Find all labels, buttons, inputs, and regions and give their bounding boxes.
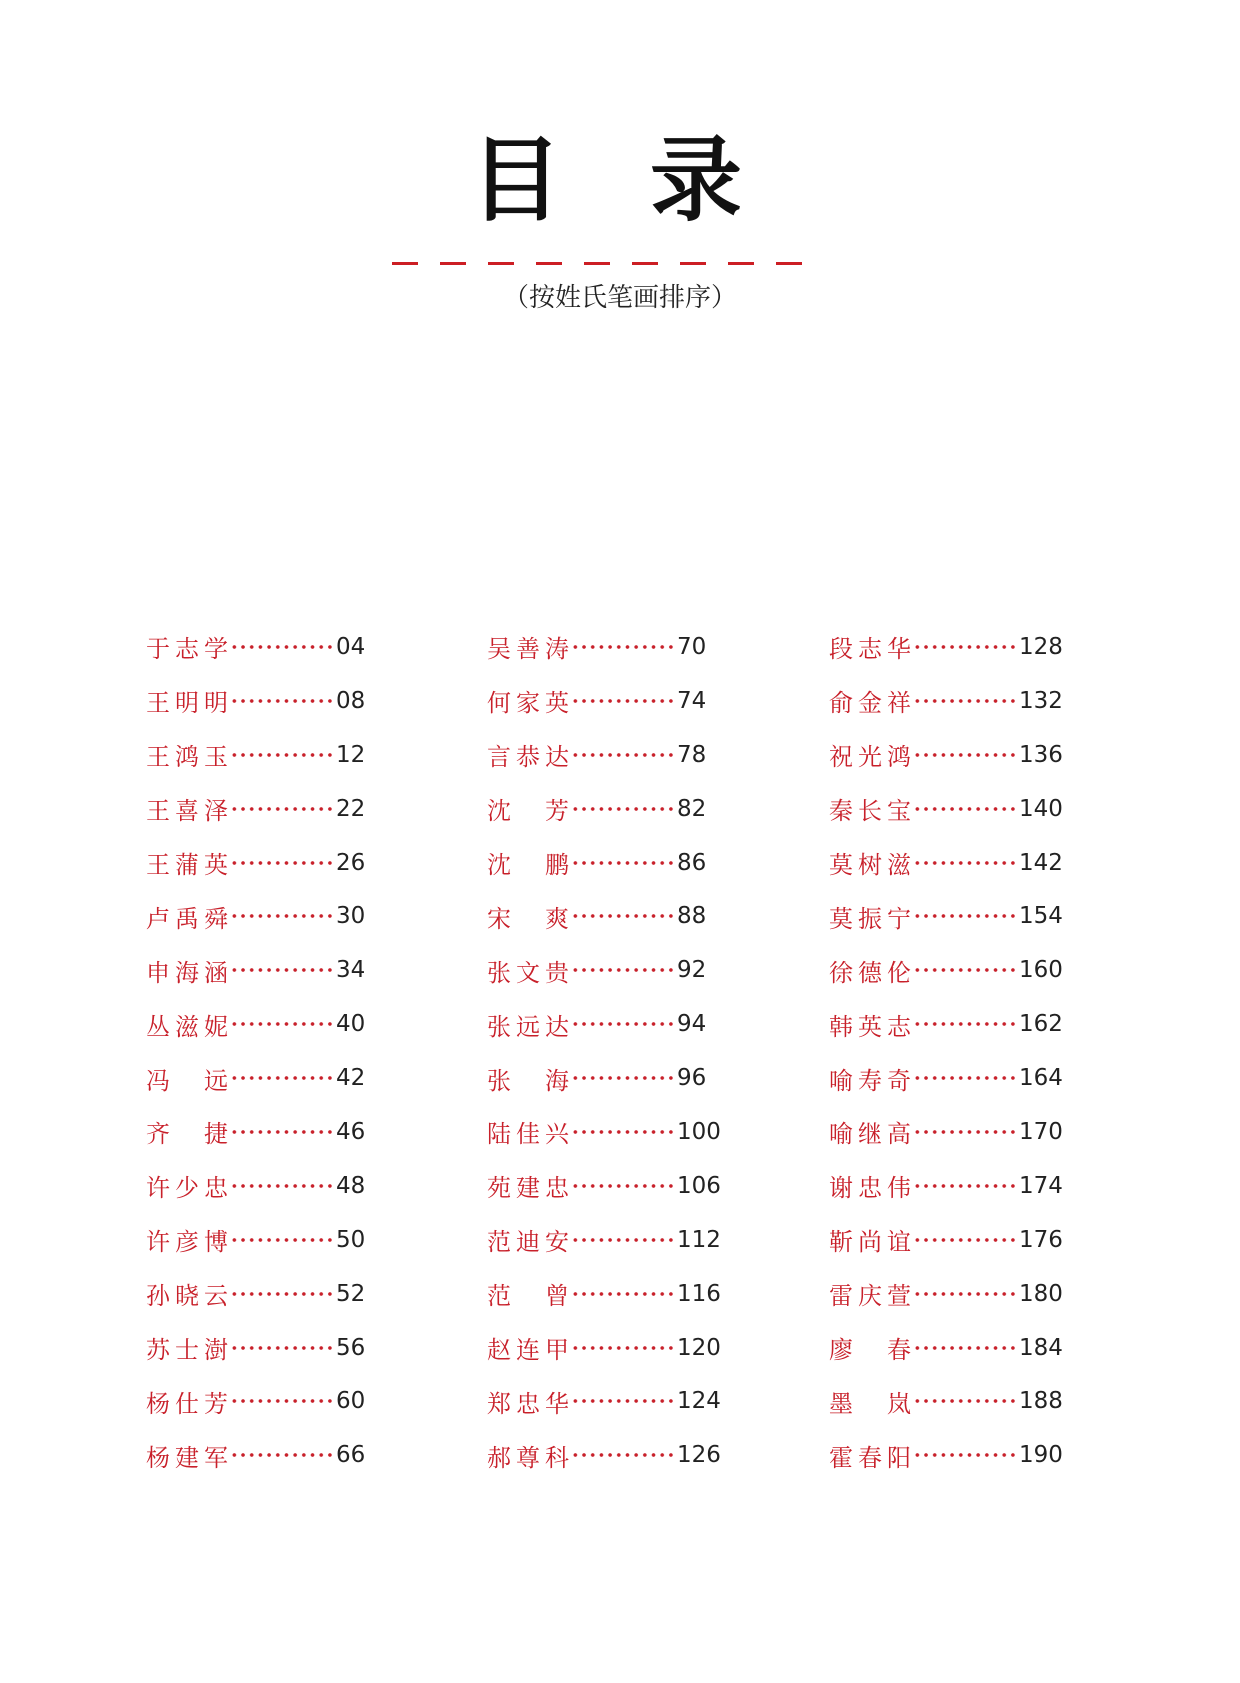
dotted-leader — [230, 1346, 334, 1350]
toc-entry-name: 许彦博 — [146, 1228, 228, 1257]
toc-entry-page-number: 170 — [1019, 1118, 1063, 1145]
toc-entry-name: 苑建忠 — [487, 1174, 569, 1203]
toc-entry-page-number: 30 — [336, 903, 366, 930]
toc-column-2 — [487, 620, 721, 1482]
toc-entry[interactable] — [829, 889, 1063, 943]
dotted-leader — [230, 914, 334, 918]
toc-entry[interactable] — [829, 836, 1063, 890]
toc-entry-page-number: 100 — [677, 1118, 721, 1145]
toc-entry[interactable] — [829, 1159, 1063, 1213]
toc-entry[interactable] — [487, 1267, 721, 1321]
toc-entry[interactable] — [146, 943, 365, 997]
title-dashed-rule — [392, 262, 824, 265]
toc-entry-page-number: 92 — [677, 957, 707, 984]
toc-entry-page-number: 88 — [677, 903, 707, 930]
toc-entry-page-number: 184 — [1019, 1334, 1063, 1361]
toc-entry[interactable] — [146, 889, 365, 943]
toc-entry[interactable] — [829, 1051, 1063, 1105]
dotted-leader — [571, 1022, 675, 1026]
dotted-leader — [913, 645, 1017, 649]
toc-entry-page-number: 60 — [336, 1388, 366, 1415]
toc-entry[interactable] — [487, 943, 721, 997]
toc-entry-name: 靳尚谊 — [829, 1228, 911, 1257]
toc-entry-page-number: 12 — [336, 741, 366, 768]
toc-entry-name: 丛滋妮 — [146, 1012, 228, 1041]
toc-entry-name: 莫振宁 — [829, 904, 911, 933]
dotted-leader — [571, 1130, 675, 1134]
dotted-leader — [913, 1076, 1017, 1080]
toc-entry-name: 墨 岚 — [829, 1389, 911, 1418]
toc-entry-name: 孙晓云 — [146, 1282, 228, 1311]
dotted-leader — [230, 645, 334, 649]
toc-entry[interactable] — [829, 1213, 1063, 1267]
dotted-leader — [913, 1453, 1017, 1457]
dotted-leader — [571, 914, 675, 918]
toc-entry-name: 杨建军 — [146, 1443, 228, 1472]
toc-entry[interactable] — [146, 1213, 365, 1267]
dotted-leader — [571, 1453, 675, 1457]
toc-entry-name: 言恭达 — [487, 743, 569, 772]
toc-entry-name: 王鸿玉 — [146, 743, 228, 772]
toc-entry[interactable] — [487, 1213, 721, 1267]
toc-entry-name: 范迪安 — [487, 1228, 569, 1257]
toc-entry[interactable] — [146, 997, 365, 1051]
toc-entry-page-number: 128 — [1019, 633, 1063, 660]
toc-entry-name: 张文贵 — [487, 958, 569, 987]
dotted-leader — [571, 1076, 675, 1080]
toc-entry-name: 宋 爽 — [487, 904, 569, 933]
dotted-leader — [913, 1130, 1017, 1134]
toc-entry-page-number: 08 — [336, 687, 366, 714]
toc-entry[interactable] — [487, 997, 721, 1051]
dotted-leader — [571, 1346, 675, 1350]
toc-entry[interactable] — [146, 728, 365, 782]
dotted-leader — [230, 1130, 334, 1134]
dotted-leader — [913, 1399, 1017, 1403]
toc-entry-name: 郝尊科 — [487, 1443, 569, 1472]
toc-entry[interactable] — [146, 674, 365, 728]
dotted-leader — [913, 914, 1017, 918]
dotted-leader — [913, 861, 1017, 865]
toc-entry-name: 祝光鸿 — [829, 743, 911, 772]
toc-entry[interactable] — [487, 889, 721, 943]
toc-column-1 — [146, 620, 365, 1482]
toc-entry-page-number: 160 — [1019, 957, 1063, 984]
toc-entry-name: 雷庆萱 — [829, 1282, 911, 1311]
dotted-leader — [571, 861, 675, 865]
toc-entry[interactable] — [829, 674, 1063, 728]
toc-entry-name: 喻继高 — [829, 1120, 911, 1149]
toc-entry-page-number: 86 — [677, 849, 707, 876]
toc-entry-name: 何家英 — [487, 689, 569, 718]
toc-entry-page-number: 26 — [336, 849, 366, 876]
toc-entry-page-number: 04 — [336, 633, 366, 660]
dotted-leader — [230, 1076, 334, 1080]
dotted-leader — [571, 1184, 675, 1188]
toc-entry[interactable] — [487, 1051, 721, 1105]
toc-entry-name: 许少忠 — [146, 1174, 228, 1203]
toc-entry-page-number: 116 — [677, 1280, 721, 1307]
toc-entry[interactable] — [487, 782, 721, 836]
dotted-leader — [230, 1238, 334, 1242]
toc-entry-page-number: 66 — [336, 1442, 366, 1469]
toc-entry-name: 喻寿奇 — [829, 1066, 911, 1095]
toc-entry[interactable] — [487, 836, 721, 890]
dotted-leader — [571, 1399, 675, 1403]
toc-entry-page-number: 82 — [677, 795, 707, 822]
dotted-leader — [230, 753, 334, 757]
toc-entry-name: 杨仕芳 — [146, 1389, 228, 1418]
toc-entry[interactable] — [146, 620, 365, 674]
toc-entry-page-number: 46 — [336, 1118, 366, 1145]
toc-entry-name: 范 曾 — [487, 1282, 569, 1311]
toc-entry-name: 张远达 — [487, 1012, 569, 1041]
toc-entry-page-number: 112 — [677, 1226, 721, 1253]
toc-entry[interactable] — [146, 836, 365, 890]
toc-entry[interactable] — [829, 1105, 1063, 1159]
toc-entry[interactable] — [146, 782, 365, 836]
toc-entry-page-number: 52 — [336, 1280, 366, 1307]
toc-entry-name: 王明明 — [146, 689, 228, 718]
toc-entry-page-number: 94 — [677, 1011, 707, 1038]
dotted-leader — [571, 645, 675, 649]
toc-entry-page-number: 22 — [336, 795, 366, 822]
toc-entry-name: 齐 捷 — [146, 1120, 228, 1149]
toc-entry-page-number: 56 — [336, 1334, 366, 1361]
dotted-leader — [571, 1292, 675, 1296]
toc-entry-name: 沈 芳 — [487, 797, 569, 826]
toc-entry-page-number: 180 — [1019, 1280, 1063, 1307]
dotted-leader — [913, 753, 1017, 757]
toc-column-3 — [829, 620, 1063, 1482]
toc-entry-page-number: 124 — [677, 1388, 721, 1415]
toc-entry[interactable] — [829, 1267, 1063, 1321]
toc-entry-name: 霍春阳 — [829, 1443, 911, 1472]
toc-entry[interactable] — [487, 1159, 721, 1213]
toc-entry-name: 赵连甲 — [487, 1336, 569, 1365]
toc-entry[interactable] — [487, 1105, 721, 1159]
toc-entry-page-number: 78 — [677, 741, 707, 768]
page-subtitle: （按姓氏笔画排序） — [502, 283, 737, 313]
dotted-leader — [230, 1453, 334, 1457]
dotted-leader — [230, 1184, 334, 1188]
toc-entry-page-number: 190 — [1019, 1442, 1063, 1469]
toc-entry-name: 张 海 — [487, 1066, 569, 1095]
toc-entry-name: 谢忠伟 — [829, 1174, 911, 1203]
toc-entry-name: 吴善涛 — [487, 635, 569, 664]
toc-entry[interactable] — [829, 1428, 1063, 1482]
dotted-leader — [913, 1238, 1017, 1242]
toc-entry-name: 莫树滋 — [829, 851, 911, 879]
toc-entry-name: 廖 春 — [829, 1336, 911, 1365]
toc-entry-name: 秦长宝 — [829, 797, 911, 826]
toc-entry-name: 于志学 — [146, 635, 228, 664]
dotted-leader — [571, 1238, 675, 1242]
dotted-leader — [571, 699, 675, 703]
toc-entry-name: 韩英志 — [829, 1012, 911, 1041]
toc-entry-name: 苏士澍 — [146, 1336, 228, 1365]
toc-entry[interactable] — [487, 1374, 721, 1428]
toc-entry-page-number: 96 — [677, 1065, 707, 1092]
dotted-leader — [571, 968, 675, 972]
toc-entry-page-number: 174 — [1019, 1172, 1063, 1199]
toc-entry-name: 卢禹舜 — [146, 904, 228, 933]
dotted-leader — [230, 699, 334, 703]
toc-entry[interactable] — [487, 728, 721, 782]
toc-entry-page-number: 164 — [1019, 1065, 1063, 1092]
toc-entry-page-number: 40 — [336, 1011, 366, 1038]
dotted-leader — [913, 807, 1017, 811]
toc-entry-page-number: 132 — [1019, 687, 1063, 714]
toc-entry-page-number: 106 — [677, 1172, 721, 1199]
toc-entry-page-number: 176 — [1019, 1226, 1063, 1253]
toc-entry[interactable] — [829, 782, 1063, 836]
dotted-leader — [230, 1399, 334, 1403]
toc-entry[interactable] — [829, 1321, 1063, 1375]
toc-entry[interactable] — [829, 620, 1063, 674]
toc-entry[interactable] — [829, 728, 1063, 782]
toc-entry[interactable] — [146, 1267, 365, 1321]
toc-entry[interactable] — [146, 1374, 365, 1428]
dotted-leader — [913, 968, 1017, 972]
dotted-leader — [230, 1292, 334, 1296]
dotted-leader — [571, 807, 675, 811]
toc-entry-page-number: 70 — [677, 633, 707, 660]
toc-entry-name: 申海涵 — [146, 958, 228, 987]
toc-entry-name: 王蒲英 — [146, 851, 228, 879]
dotted-leader — [230, 861, 334, 865]
toc-entry-page-number: 34 — [336, 957, 366, 984]
toc-entry-page-number: 154 — [1019, 903, 1063, 930]
toc-entry-name: 俞金祥 — [829, 689, 911, 718]
toc-entry[interactable] — [829, 997, 1063, 1051]
toc-entry[interactable] — [487, 1428, 721, 1482]
toc-entry-name: 王喜泽 — [146, 797, 228, 826]
toc-entry[interactable] — [487, 674, 721, 728]
toc-entry-page-number: 48 — [336, 1172, 366, 1199]
dotted-leader — [230, 1022, 334, 1026]
toc-entry-page-number: 120 — [677, 1334, 721, 1361]
toc-entry-page-number: 140 — [1019, 795, 1063, 822]
page-title: 目 录 — [469, 127, 771, 234]
toc-entry-page-number: 42 — [336, 1065, 366, 1092]
toc-entry-page-number: 74 — [677, 687, 707, 714]
toc-entry-name: 冯 远 — [146, 1066, 228, 1095]
toc-entry-page-number: 188 — [1019, 1388, 1063, 1415]
dotted-leader — [913, 1184, 1017, 1188]
toc-entry[interactable] — [487, 620, 721, 674]
toc-entry[interactable] — [829, 943, 1063, 997]
toc-entry-page-number: 50 — [336, 1226, 366, 1253]
toc-entry-name: 徐德伦 — [829, 958, 911, 987]
dotted-leader — [913, 1022, 1017, 1026]
toc-entry-name: 沈 鹏 — [487, 851, 569, 879]
toc-entry-page-number: 162 — [1019, 1011, 1063, 1038]
toc-entry-page-number: 126 — [677, 1442, 721, 1469]
toc-entry[interactable] — [146, 1051, 365, 1105]
dotted-leader — [913, 1292, 1017, 1296]
toc-entry-page-number: 136 — [1019, 741, 1063, 768]
toc-entry[interactable] — [829, 1374, 1063, 1428]
toc-entry[interactable] — [146, 1159, 365, 1213]
toc-entry[interactable] — [146, 1321, 365, 1375]
dotted-leader — [571, 753, 675, 757]
dotted-leader — [913, 1346, 1017, 1350]
toc-entry-name: 段志华 — [829, 635, 911, 664]
toc-entry[interactable] — [146, 1105, 365, 1159]
dotted-leader — [230, 807, 334, 811]
toc-entry[interactable] — [146, 1428, 365, 1482]
dotted-leader — [913, 699, 1017, 703]
dotted-leader — [230, 968, 334, 972]
toc-entry-name: 郑忠华 — [487, 1389, 569, 1418]
toc-entry[interactable] — [487, 1321, 721, 1375]
toc-entry-name: 陆佳兴 — [487, 1120, 569, 1149]
toc-entry-page-number: 142 — [1019, 849, 1063, 876]
